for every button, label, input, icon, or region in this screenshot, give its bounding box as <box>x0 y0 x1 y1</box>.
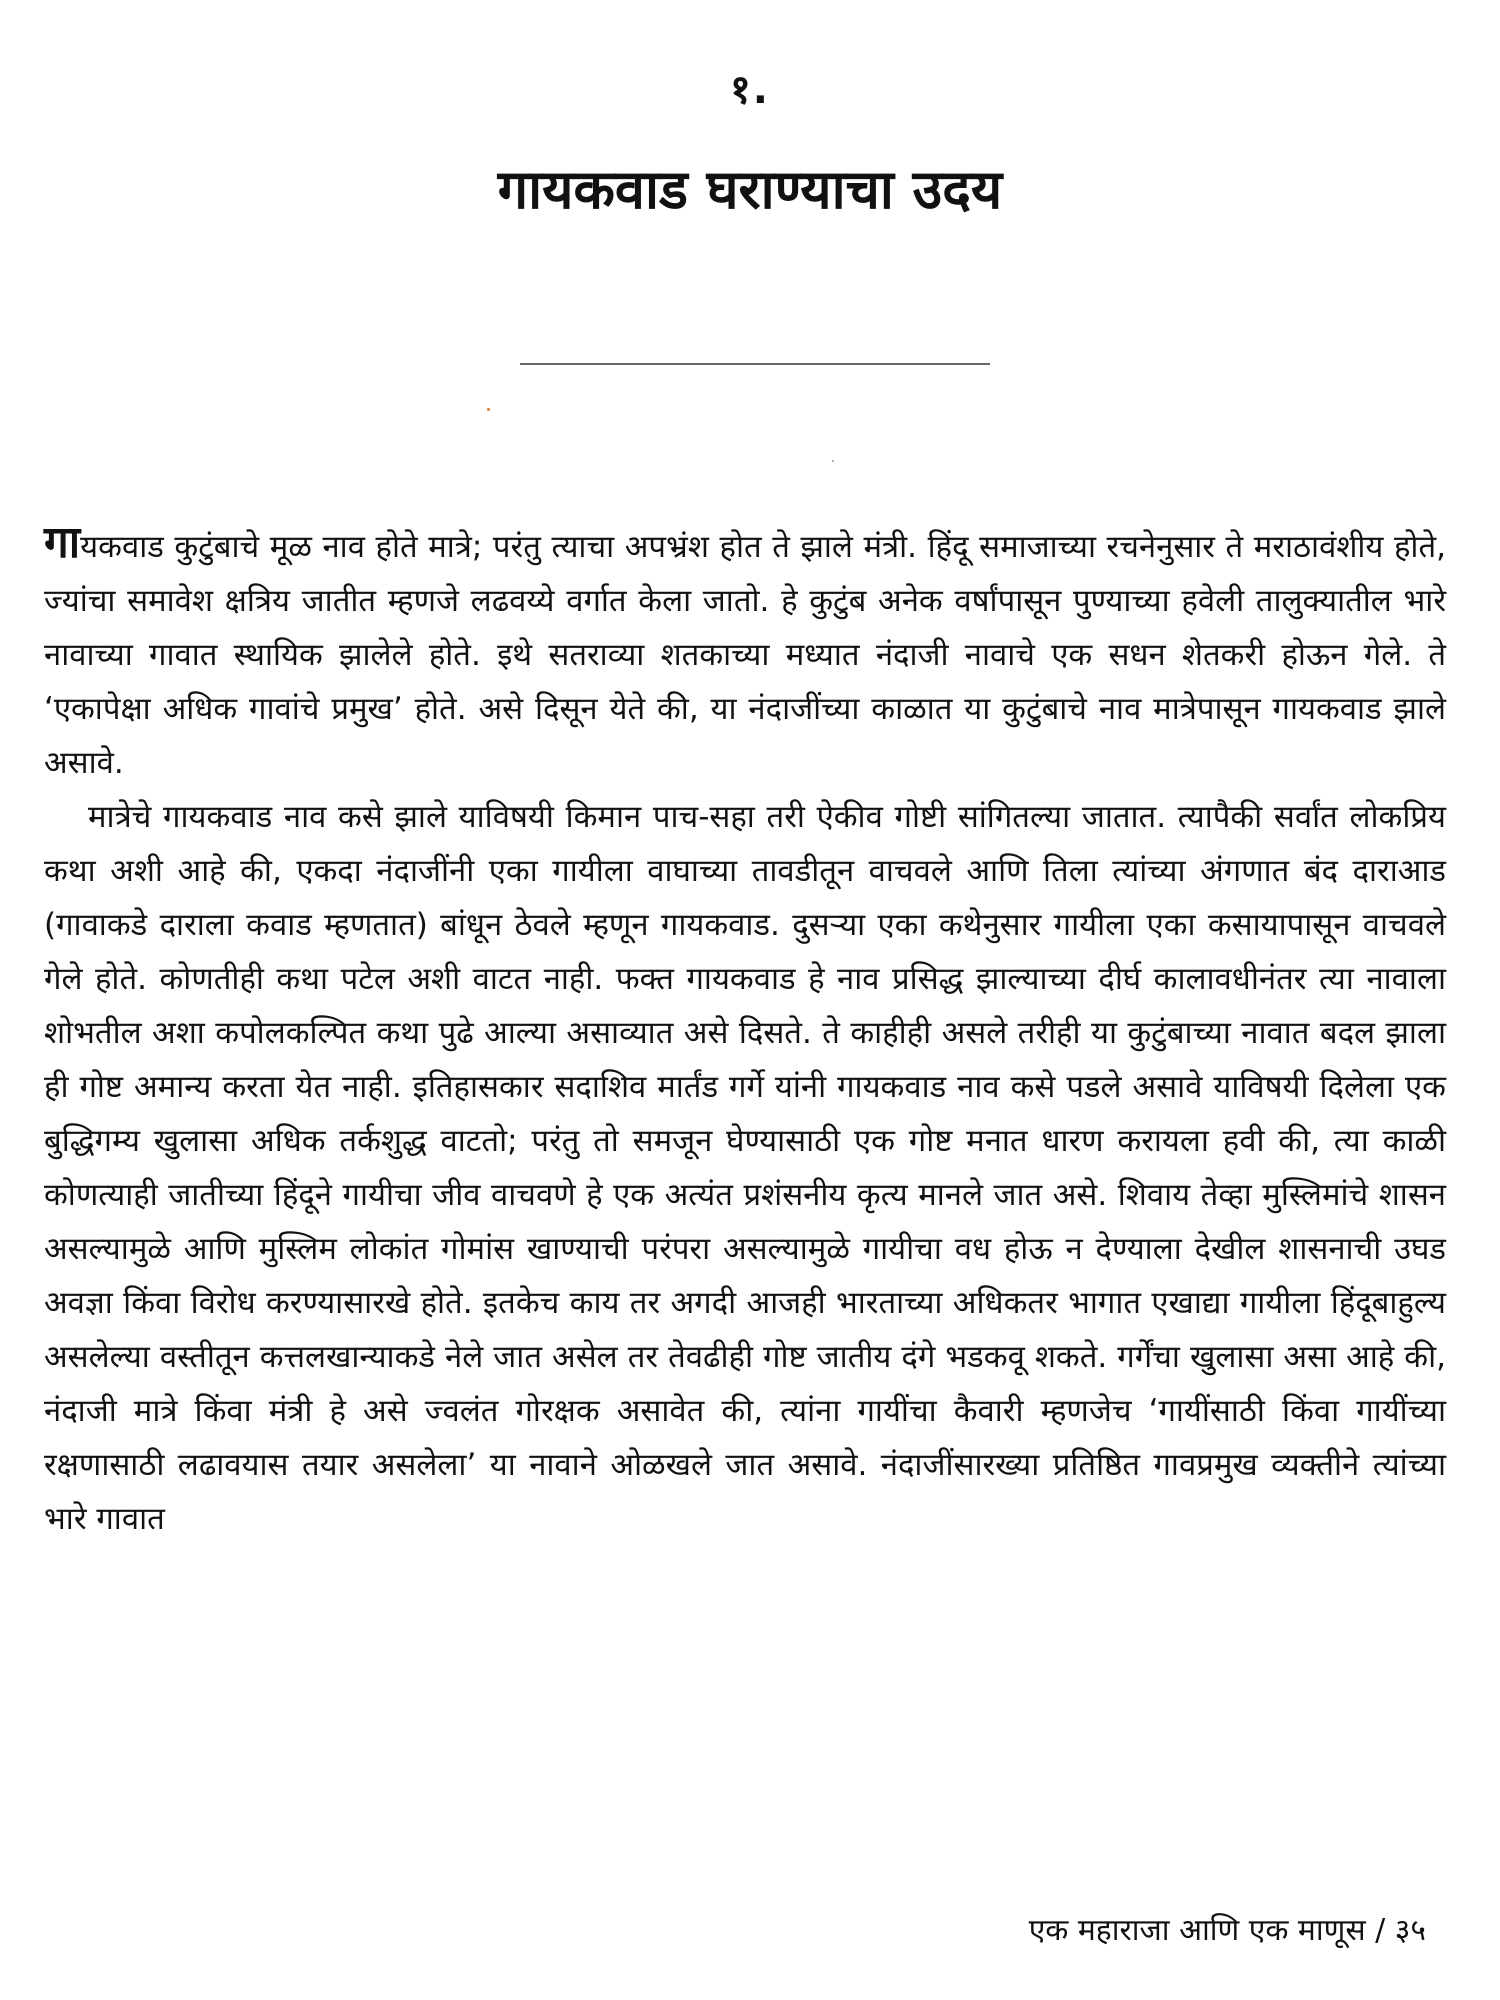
drop-cap: गा <box>44 517 81 568</box>
paragraph: मात्रेचे गायकवाड नाव कसे झाले याविषयी किमान पाच-सहा तरी ऐकीव गोष्टी सांगितल्या जातात. त्यापैकी सर्वांत लोकप्रिय कथा अशी आहे की, एकदा नंदाजींनी एका गायीला वाघाच्या तावडीतून वाचवले आणि तिला त्यांच्या अंगणात बंद दाराआड (गावाकडे दाराला कवाड म्हणतात) बांधून ठेवले म्हणून गायकवाड. दुसऱ्या एका कथेनुसार गायीला एका कसायापासून वाचवले गेले होते. कोणतीही कथा पटेल अशी वाटत नाही. फक्त गायकवाड हे नाव प्रसिद्ध झाल्याच्या दीर्घ कालावधीनंतर त्या नावाला शोभतील अशा कपोलकल्पित कथा पुढे आल्या असाव्यात असे दिसते. ते काहीही असले तरीही या कुटुंबाच्या नावात बदल झाला ही गोष्ट अमान्य करता येत नाही. इतिहासकार सदाशिव मार्तंड गर्गे यांनी गायकवाड नाव कसे पडले असावे याविषयी दिलेला एक बुद्धिगम्य खुलासा अधिक तर्कशुद्ध वाटतो; परंतु तो समजून घेण्यासाठी एक गोष्ट मनात धारण करायला हवी की, त्या काळी कोणत्याही जातीच्या हिंदूने गायीचा जीव वाचवणे हे एक अत्यंत प्रशंसनीय कृत्य मानले जात असे. शिवाय तेव्हा मुस्लिमांचे शासन असल्यामुळे आणि मुस्लिम लोकांत गोमांस खाण्याची परंपरा असल्यामुळे गायीचा वध होऊ न देण्याला देखील शासनाची उघड अवज्ञा किंवा विरोध करण्यासारखे होते. इतकेच काय तर अगदी आजही भारताच्या अधिकतर भागात एखाद्या गायीला हिंदूबाहुल्य असलेल्या वस्तीतून कत्तलखान्याकडे नेले जात असेल तर तेवढीही गोष्ट जातीय दंगे भडकवू शकते. गर्गेंचा खुलासा असा आहे की, नंदाजी मात्रे किंवा मंत्री हे असे ज्वलंत गोरक्षक असावेत की, त्यांना गायींचा कैवारी म्हणजेच ‘गायींसाठी किंवा गायींच्या रक्षणासाठी लढावयास तयार असलेला’ या नावाने ओळखले जात असावे. नंदाजींसारख्या प्रतिष्ठित गावप्रमुख व्यक्तीने त्यांच्या भारे गावात <box>44 799 1446 1537</box>
chapter-number: १. <box>730 67 770 113</box>
chapter-body <box>44 517 1446 1546</box>
print-speck <box>487 408 490 411</box>
paragraph-text: यकवाड कुटुंबाचे मूळ नाव होते मात्रे; परंतु त्याचा अपभ्रंश होत ते झाले मंत्री. हिंदू समाजाच्या रचनेनुसार ते मराठावंशीय होते, ज्यांचा समावेश क्षत्रिय जातीत म्हणजे लढवय्ये वर्गात केला जातो. हे कुटुंब अनेक वर्षांपासून पुण्याच्या हवेली तालुक्यातील भारे नावाच्या गावात स्थायिक झालेले होते. इथे सतराव्या शतकाच्या मध्यात नंदाजी नावाचे एक सधन शेतकरी होऊन गेले. ते ‘एकापेक्षा अधिक गावांचे प्रमुख’ होते. असे दिसून येते की, या नंदाजींच्या काळात या कुटुंबाचे नाव मात्रेपासून गायकवाड झाले असावे. <box>44 529 1446 781</box>
title-divider <box>520 363 990 365</box>
paragraph <box>44 517 1446 790</box>
page-footer: एक महाराजा आणि एक माणूस / ३५ <box>1028 1913 1426 1948</box>
print-speck <box>832 460 834 462</box>
chapter-title: गायकवाड घराण्याचा उदय <box>497 158 1003 221</box>
